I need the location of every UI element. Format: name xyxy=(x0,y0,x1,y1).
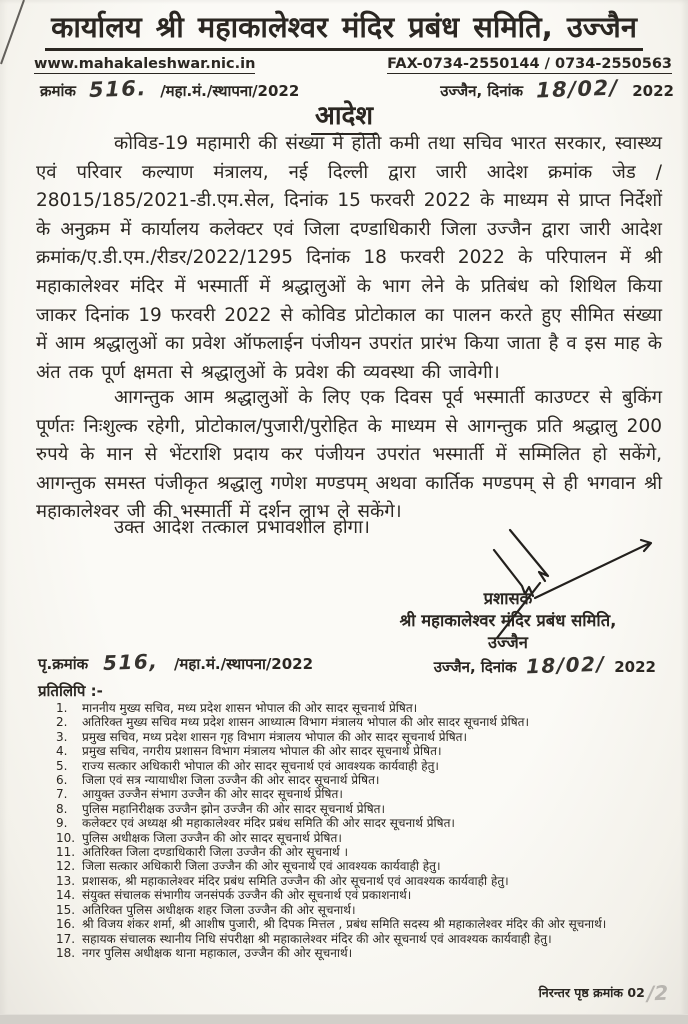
endorsement-reference-line xyxy=(38,650,313,674)
copy-item-number: 6. xyxy=(56,773,68,788)
copy-list-item xyxy=(56,831,672,845)
signature-date-label: उज्जैन, दिनांक xyxy=(433,658,517,676)
signatory-org-line1: श्री महाकालेश्वर मंदिर प्रबंध समिति, xyxy=(399,611,617,630)
copy-item-number: 4. xyxy=(56,744,68,759)
copy-list-item xyxy=(56,730,672,744)
copy-item-number: 12. xyxy=(56,859,76,874)
copy-list-item xyxy=(56,932,672,946)
copy-item-text: कलेक्टर एवं अध्यक्ष श्री महाकालेश्वर मंदिर प्रबंध समिति की ओर सादर सूचनार्थ प्रेषित। xyxy=(82,816,455,831)
signature-date-handwritten: 18/02/ xyxy=(525,651,606,679)
copy-to-label: प्रतिलिपि :- xyxy=(38,682,103,700)
copy-item-number: 14. xyxy=(56,888,76,903)
order-heading-text: आदेश xyxy=(311,96,377,135)
order-effective-line: उक्त आदेश तत्काल प्रभावशील होगा। xyxy=(114,517,370,538)
header-date-handwritten: 18/02/ xyxy=(535,75,620,103)
copy-list-item xyxy=(56,701,672,715)
signature-date-line xyxy=(358,651,658,679)
copy-item-number: 3. xyxy=(56,729,68,744)
copy-list-item xyxy=(56,859,672,873)
copy-item-number: 10. xyxy=(56,830,76,845)
copy-list-item xyxy=(56,744,672,758)
copy-list-item xyxy=(56,874,672,888)
continuation-text: निरन्तर पृष्ठ क्रमांक 02 xyxy=(538,985,645,1000)
copy-distribution-list xyxy=(56,701,672,960)
letterhead-contact-row xyxy=(34,56,672,74)
fax-text: FAX-0734-2550144 / 0734-2550563 xyxy=(387,56,672,72)
copy-list-item xyxy=(56,802,672,816)
copy-item-number: 2. xyxy=(56,715,68,730)
header-date-year: 2022 xyxy=(632,82,674,100)
copy-list-item xyxy=(56,888,672,902)
signatory-org-line2: उज्जैन xyxy=(488,633,528,652)
copy-list-item xyxy=(56,917,672,931)
copy-item-text: अतिरिक्त पुलिस अधीक्षक शहर जिला उज्जैन की ओर सूचनार्थ। xyxy=(82,902,356,917)
website-text: www.mahakaleshwar.nic.in xyxy=(34,56,256,72)
copy-item-text: माननीय मुख्य सचिव, मध्य प्रदेश शासन भोपाल की ओर सादर सूचनार्थ प्रेषित। xyxy=(82,701,418,715)
reference-number-handwritten: 516. xyxy=(88,75,148,103)
copy-item-number: 7. xyxy=(56,787,68,802)
copy-item-number: 11. xyxy=(56,845,76,860)
copy-item-text: प्रशासक, श्री महाकालेश्वर मंदिर प्रबंध समिति उज्जैन की ओर सूचनार्थ एवं आवश्यक कार्यवाही हेतु। xyxy=(82,873,509,888)
copy-item-text: जिला एवं सत्र न्यायाधीश जिला उज्जैन की ओर सादर सूचनार्थ प्रेषित। xyxy=(82,773,380,788)
copy-item-number: 17. xyxy=(56,931,76,946)
endorsement-ref-label: पृ.क्रमांक xyxy=(38,655,89,673)
copy-item-text: अतिरिक्त मुख्य सचिव मध्य प्रदेश शासन आध्यात्म विभाग मंत्रालय भोपाल की ओर सादर सूचनार्थ प्रेषित। xyxy=(82,715,530,730)
copy-item-number: 8. xyxy=(56,801,68,816)
copy-item-text: पुलिस महानिरीक्षक उज्जैन झोन उज्जैन की ओर सादर सूचनार्थ प्रेषित। xyxy=(82,801,386,816)
scan-edge-strip xyxy=(0,1014,688,1024)
page-number-handwritten: /2 xyxy=(646,980,669,1006)
copy-item-text: प्रमुख सचिव, मध्य प्रदेश शासन गृह विभाग मंत्रालय भोपाल की ओर सादर सूचनार्थ प्रेषित। xyxy=(82,729,468,744)
copy-list-item xyxy=(56,773,672,787)
endorsement-ref-suffix: /महा.मं./स्थापना/2022 xyxy=(173,655,314,673)
endorsement-ref-number-handwritten: 516, xyxy=(102,649,160,675)
copy-list-item xyxy=(56,946,672,960)
copy-item-text: अतिरिक्त जिला दण्डाधिकारी जिला उज्जैन की ओर सूचनार्थ । xyxy=(82,845,349,860)
copy-list-item xyxy=(56,759,672,773)
copy-item-number: 9. xyxy=(56,816,68,831)
copy-list-item xyxy=(56,816,672,830)
letterhead-title-text: कार्यालय श्री महाकालेश्वर मंदिर प्रबंध समिति, उज्जैन xyxy=(45,8,643,51)
reference-suffix: /महा.मं./स्थापना/2022 xyxy=(160,82,300,100)
page-continuation-note xyxy=(538,980,669,1006)
signature-block xyxy=(358,588,658,678)
copy-item-number: 15. xyxy=(56,902,76,917)
copy-item-number: 13. xyxy=(56,873,76,888)
copy-item-number: 1. xyxy=(56,701,68,715)
copy-item-text: श्री विजय शंकर शर्मा, श्री आशीष पुजारी, श्री दिपक मित्तल , प्रबंध समिति सदस्य श्री महाकालेश्वर मंदिर की ओर सूचनार्थ। xyxy=(82,917,607,932)
signature-date-year: 2022 xyxy=(614,658,656,676)
order-paragraph-2: आगन्तुक आम श्रद्धालुओं के लिए एक दिवस पूर्व भस्मार्ती काउण्टर से बुकिंग पूर्णतः निःशुल्क रहेगी, प्रोटोकाल/पुजारी/पुरोहित के माध्यम से आगन्तुक प्रति श्रद्धालु 200 रुपये के मान से भेंटराशि प्रदाय कर पंजीयन उपरांत भस्मार्ती में सम्मिलित हो सकेंगे, आगन्तुक समस्त पंजीकृत श्रद्धालु गणेश मण्डपम् अथवा कार्तिक मण्डपम् से ही भगवान श्री महाकालेश्वर जी की भस्मार्ती में दर्शन लाभ ले सकेंगे। xyxy=(36,387,662,523)
copy-list-item xyxy=(56,715,672,729)
copy-list-item xyxy=(56,845,672,859)
order-paragraph-1: कोविड-19 महामारी की संख्या में होती कमी तथा सचिव भारत सरकार, स्वास्थ्य एवं परिवार कल्याण मंत्रालय, नई दिल्ली द्वारा जारी आदेश क्रमांक जेड / 28015/185/2021-डी.एम.सेल, दिनांक 15 फरवरी 2022 के माध्यम से प्राप्त निर्देशों के अनुक्रम में कार्यालय कलेक्टर एवं जिला दण्डाधिकारी जिला उज्जैन द्वारा जारी आदेश क्रमांक/ए.डी.एम./रीडर/2022/1295 दिनांक 18 फरवरी 2022 के परिपालन में श्री महाकालेश्वर मंदिर में भस्मार्ती में श्रद्धालुओं के भाग लेने के प्रतिबंध को शिथिल किया जाकर दिनांक 19 फरवरी 2022 से कोविड प्रोटोकाल का पालन करते हुए सीमित संख्या में आम श्रद्धालुओं का प्रवेश ऑफलाईन पंजीयन उपरांत प्रारंभ किया जाता है व इस माह के अंत तक पूर्ण क्षमता से श्रद्धालुओं के प्रवेश की व्यवस्था की जावेगी। xyxy=(36,133,662,383)
copy-item-number: 5. xyxy=(56,758,68,773)
signatory-designation: प्रशासक xyxy=(483,589,533,608)
copy-item-text: संयुक्त संचालक संभागीय जनसंपर्क उज्जैन की ओर सूचनार्थ एवं प्रकाशनार्थ। xyxy=(82,888,412,903)
copy-item-text: जिला सत्कार अधिकारी जिला उज्जैन की ओर सूचनार्थ एवं आवश्यक कार्यवाही हेतु। xyxy=(82,859,441,874)
copy-list-item xyxy=(56,787,672,801)
copy-item-text: राज्य सत्कार अधिकारी भोपाल की ओर सादर सूचनार्थ एवं आवश्यक कार्यवाही हेतु। xyxy=(82,758,439,773)
copy-list-item xyxy=(56,903,672,917)
copy-item-number: 16. xyxy=(56,917,76,932)
reference-label: क्रमांक xyxy=(40,82,76,100)
letterhead-title xyxy=(0,8,688,51)
header-date-label: उज्जैन, दिनांक xyxy=(440,82,523,100)
copy-item-text: पुलिस अधीक्षक जिला उज्जैन की ओर सादर सूचनार्थ प्रेषित। xyxy=(82,830,342,845)
copy-item-text: आयुक्त उज्जैन संभाग उज्जैन की ओर सादर सूचनार्थ प्रेषित। xyxy=(82,787,343,802)
copy-item-text: नगर पुलिस अधीक्षक थाना महाकाल, उज्जैन की ओर सूचनार्थ। xyxy=(82,945,353,960)
copy-item-text: प्रमुख सचिव, नगरीय प्रशासन विभाग मंत्रालय भोपाल की ओर सादर सूचनार्थ प्रेषित। xyxy=(82,744,442,759)
copy-item-text: सहायक संचालक स्थानीय निधि संपरीक्षा श्री महाकालेश्वर मंदिर की ओर सूचनार्थ एवं आवश्यक कार्यवाही हेतु। xyxy=(82,931,552,946)
copy-item-number: 18. xyxy=(56,945,76,960)
